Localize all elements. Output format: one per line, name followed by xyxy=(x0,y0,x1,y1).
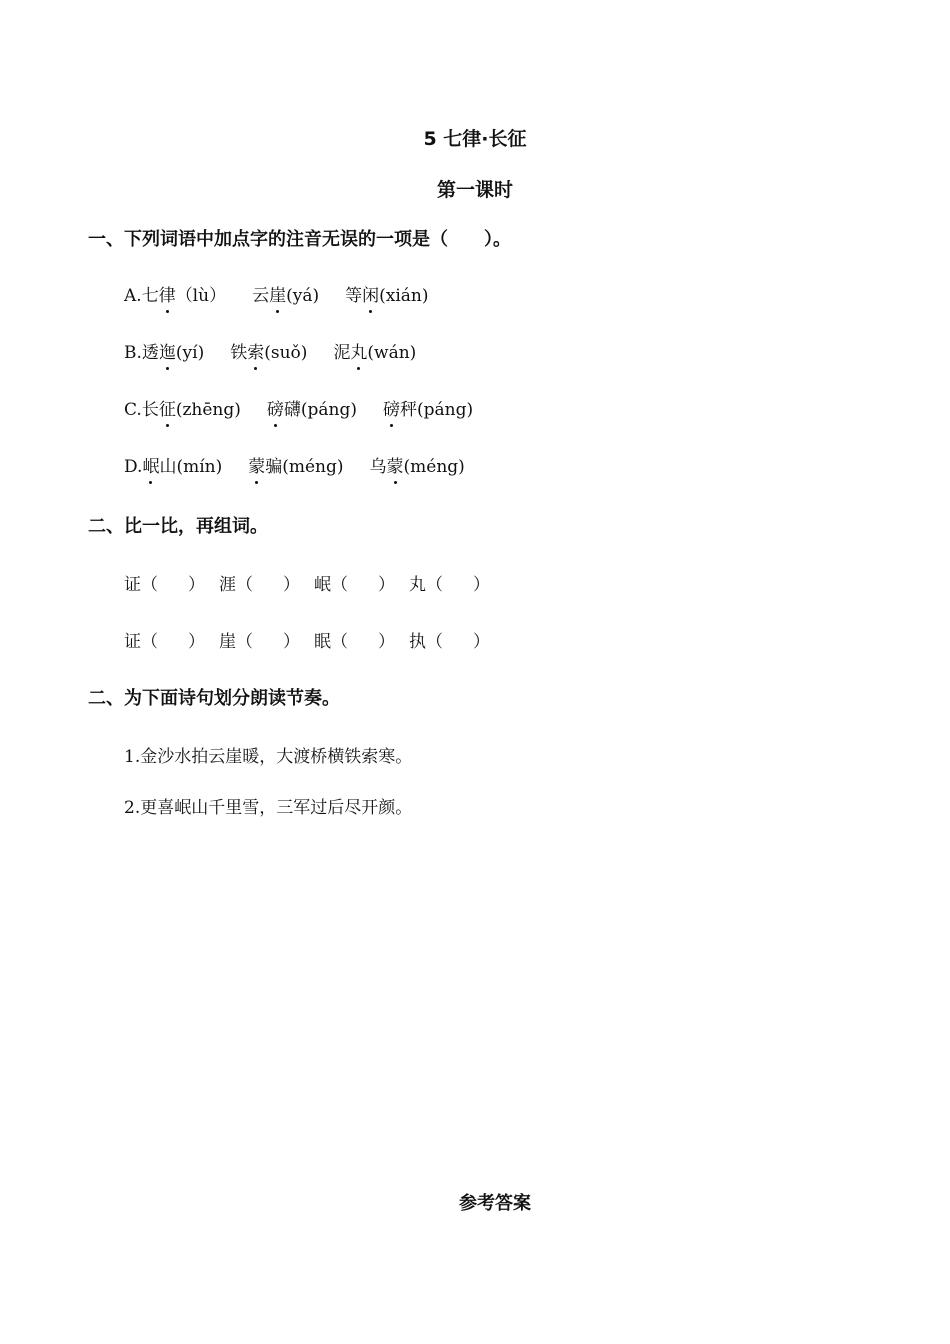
word-char: 云 xyxy=(252,286,270,306)
answer-blank: （ xyxy=(426,632,443,652)
question-2-prompt: 二、比一比，再组词。 xyxy=(88,516,268,537)
poem-line-2: 2.更喜岷山千里雪，三军过后尽开颜。 xyxy=(124,798,413,818)
answer-blank-close: ） xyxy=(188,632,205,652)
compare-char: 眠 xyxy=(314,632,331,652)
compare-item xyxy=(409,627,490,652)
answer-blank-close: ） xyxy=(283,575,300,595)
option-word xyxy=(142,452,222,477)
word-char: 铁 xyxy=(230,343,248,363)
option-word xyxy=(230,338,307,363)
answers-heading: 参考答案 xyxy=(459,1193,531,1214)
word-char: 等 xyxy=(345,286,363,306)
answer-blank: （ xyxy=(236,632,253,652)
dotted-char: 磅 xyxy=(267,395,284,420)
option-word xyxy=(248,452,343,477)
answer-blank-close: ） xyxy=(473,575,490,595)
compare-char: 证 xyxy=(124,632,141,652)
option-label: D. xyxy=(124,457,143,477)
compare-char: 丸 xyxy=(409,575,426,595)
pinyin: (zhēng) xyxy=(175,400,241,420)
compare-item xyxy=(219,627,300,652)
compare-item xyxy=(314,570,395,595)
dotted-char: 磅 xyxy=(383,395,400,420)
option-word xyxy=(370,452,465,477)
option-word xyxy=(142,281,226,306)
compare-char: 证 xyxy=(124,575,141,595)
compare-item xyxy=(124,570,205,595)
compare-row xyxy=(124,627,490,652)
answer-blank: （ xyxy=(426,575,443,595)
dotted-char: 丸 xyxy=(350,338,367,363)
word-char: 骗 xyxy=(265,457,283,477)
option-label: C. xyxy=(124,400,142,420)
word-char: 泥 xyxy=(333,343,351,363)
option-label: A. xyxy=(124,286,142,306)
option-word xyxy=(252,281,319,306)
dotted-char: 律 xyxy=(159,281,176,306)
answer-blank: （ xyxy=(141,575,158,595)
option-word xyxy=(333,338,416,363)
compare-char: 岷 xyxy=(314,575,331,595)
question-1-option-a xyxy=(124,281,428,306)
compare-char: 涯 xyxy=(219,575,236,595)
question-3-prompt: 二、为下面诗句划分朗读节奏。 xyxy=(88,688,340,709)
compare-item xyxy=(219,570,300,595)
pinyin: (wán) xyxy=(367,343,417,363)
answer-blank-close: ） xyxy=(188,575,205,595)
dotted-char: 蒙 xyxy=(387,452,404,477)
pinyin: (páng) xyxy=(417,400,474,420)
option-word xyxy=(345,281,428,306)
pinyin: (méng) xyxy=(403,457,465,477)
word-char: 透 xyxy=(141,343,159,363)
pinyin: (méng) xyxy=(282,457,344,477)
question-1-option-c xyxy=(124,395,473,420)
answer-blank: （ xyxy=(141,632,158,652)
pinyin: (yí) xyxy=(175,343,205,363)
answer-blank: （ xyxy=(331,575,348,595)
pinyin: (yá) xyxy=(286,286,320,306)
compare-char: 崖 xyxy=(219,632,236,652)
compare-row xyxy=(124,570,490,595)
answer-blank: （ xyxy=(331,632,348,652)
compare-char: 执 xyxy=(409,632,426,652)
word-char: 山 xyxy=(159,457,177,477)
question-1-prompt: 一、下列词语中加点字的注音无误的一项是（ ）。 xyxy=(88,229,511,250)
option-word xyxy=(383,395,473,420)
word-char: 长 xyxy=(141,400,159,420)
dotted-char: 索 xyxy=(247,338,264,363)
option-word xyxy=(142,338,204,363)
word-char: 礴 xyxy=(283,400,301,420)
dotted-char: 闲 xyxy=(362,281,379,306)
option-word xyxy=(142,395,241,420)
word-char: 七 xyxy=(141,286,159,306)
word-char: 秤 xyxy=(400,400,417,420)
compare-item xyxy=(409,570,490,595)
lesson-subtitle: 第一课时 xyxy=(436,179,513,201)
answer-blank-close: ） xyxy=(283,632,300,652)
answer-blank-close: ） xyxy=(473,632,490,652)
pinyin: (mín) xyxy=(176,457,223,477)
pinyin: （lù） xyxy=(175,286,227,306)
poem-line-1: 1.金沙水拍云崖暖，大渡桥横铁索寒。 xyxy=(124,747,413,767)
option-word xyxy=(267,395,357,420)
answer-blank: （ xyxy=(236,575,253,595)
answer-blank-close: ） xyxy=(378,632,395,652)
option-label: B. xyxy=(124,343,142,363)
word-char: 乌 xyxy=(369,457,387,477)
answer-blank-close: ） xyxy=(378,575,395,595)
question-1-option-b xyxy=(124,338,416,363)
compare-item xyxy=(314,627,395,652)
dotted-char: 迤 xyxy=(159,338,176,363)
dotted-char: 崖 xyxy=(269,281,286,306)
pinyin: (suǒ) xyxy=(264,343,308,363)
question-1-option-d xyxy=(124,452,465,477)
dotted-char: 征 xyxy=(159,395,176,420)
dotted-char: 蒙 xyxy=(248,452,265,477)
lesson-title: 5 七律·长征 xyxy=(423,128,527,150)
dotted-char: 岷 xyxy=(142,452,159,477)
compare-item xyxy=(124,627,205,652)
pinyin: (xián) xyxy=(379,286,429,306)
pinyin: (páng) xyxy=(300,400,357,420)
